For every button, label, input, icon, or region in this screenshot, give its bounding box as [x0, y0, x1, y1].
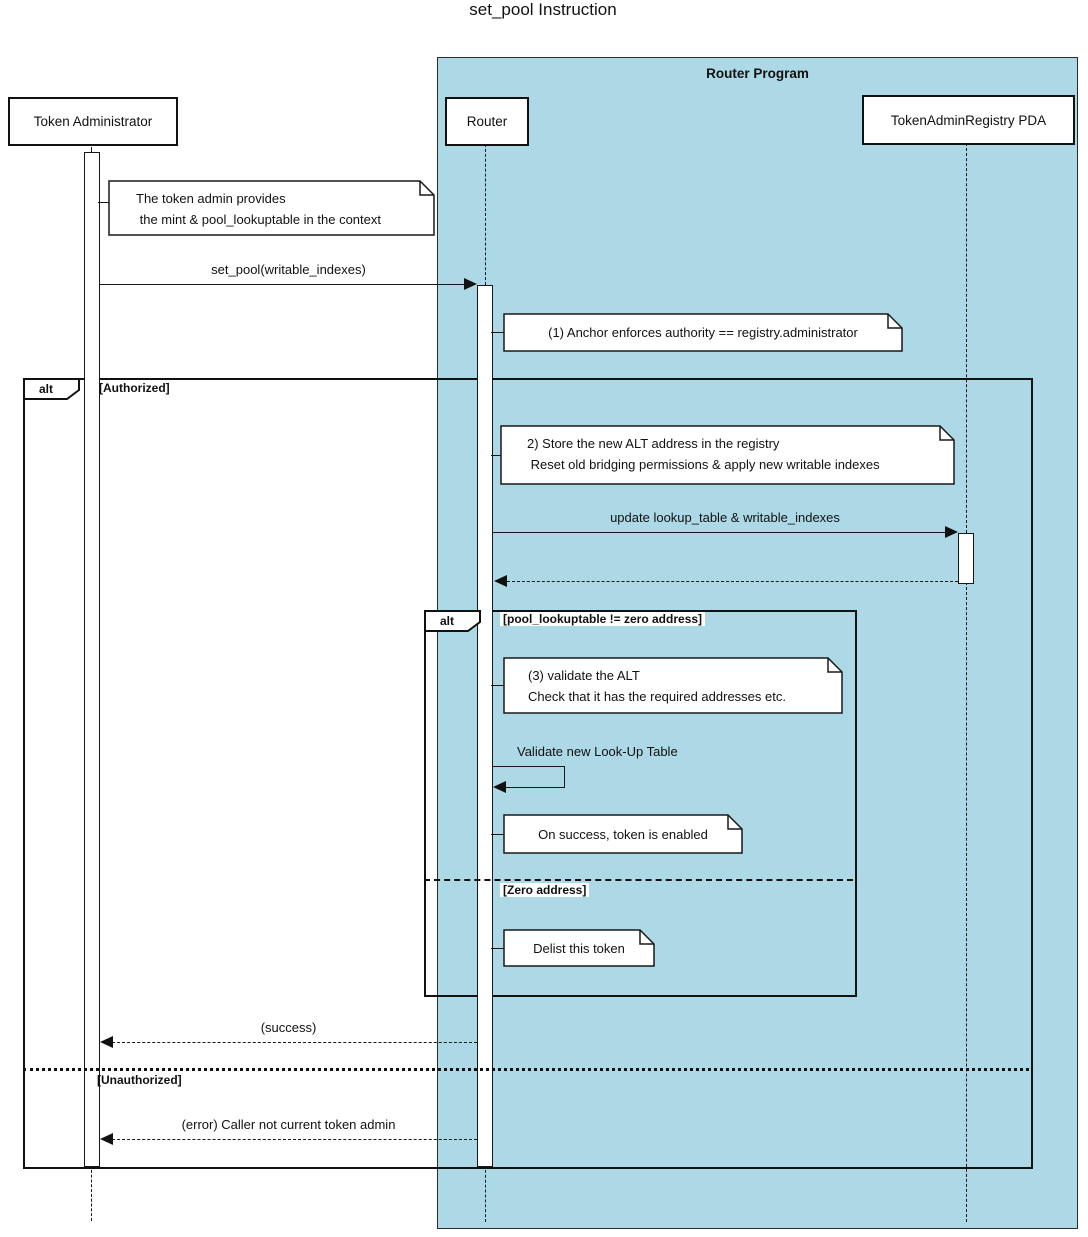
- participant-token-admin-registry-pda: [862, 95, 1075, 145]
- note-context: [108, 180, 435, 236]
- note-context-line2: the mint & pool_lookuptable in the context: [136, 212, 381, 227]
- message-update-lookup-arrowhead: [945, 526, 958, 538]
- token-admin-lifeline-bottom: [91, 1165, 92, 1221]
- note-store-line2: Reset old bridging permissions & apply new writable indexes: [527, 457, 880, 472]
- note-validate-line1: (3) validate the ALT: [528, 668, 640, 683]
- participant-router: [445, 97, 529, 146]
- message-validate-lut-line-side: [564, 766, 565, 787]
- message-success-line: [112, 1042, 477, 1043]
- guard-authorized: [Authorized]: [99, 381, 170, 395]
- note-delist-token: [503, 929, 655, 967]
- note-validate-alt: [503, 657, 843, 714]
- note-delist-text: Delist this token: [533, 940, 625, 956]
- message-error-line: [112, 1139, 477, 1140]
- router-lifeline-bottom: [485, 1165, 486, 1222]
- note-on-success-text: On success, token is enabled: [538, 826, 708, 842]
- message-pda-return-line: [507, 581, 958, 582]
- note-store-alt: [500, 425, 955, 485]
- message-success-arrowhead: [100, 1036, 113, 1048]
- router-activation: [477, 285, 493, 1167]
- router-program-label: Router Program: [706, 66, 809, 81]
- note-validate-line2: Check that it has the required addresses etc.: [528, 689, 786, 704]
- participant-router-label: Router: [466, 114, 508, 129]
- note-on-success: [503, 814, 743, 854]
- registry-pda-activation: [958, 533, 974, 584]
- message-set-pool-arrowhead: [464, 278, 477, 290]
- note-anchor-text: (1) Anchor enforces authority == registry.administrator: [548, 325, 858, 340]
- note-anchor-enforces: [503, 313, 903, 352]
- note-context-line1: The token admin provides: [136, 191, 286, 206]
- alt-frame-outer-keyword: alt: [38, 382, 53, 396]
- message-error-arrowhead: [100, 1133, 113, 1145]
- guard-pool-lookuptable-nonzero: [pool_lookuptable != zero address]: [500, 612, 705, 626]
- message-validate-lut-arrowhead: [493, 781, 506, 793]
- token-admin-activation: [84, 152, 100, 1167]
- message-update-lookup-line: [492, 532, 946, 533]
- guard-unauthorized: [Unauthorized]: [97, 1073, 182, 1087]
- guard-zero-address: [Zero address]: [500, 883, 589, 897]
- message-error-label: (error) Caller not current token admin: [181, 1117, 396, 1132]
- message-validate-lut-line-top: [492, 766, 565, 767]
- participant-token-admin-registry-pda-label: TokenAdminRegistry PDA: [890, 112, 1047, 128]
- message-validate-lut-line-bottom: [506, 787, 565, 788]
- message-validate-lut-label: Validate new Look-Up Table: [517, 744, 678, 759]
- note-store-line1: 2) Store the new ALT address in the registry: [527, 436, 780, 451]
- message-pda-return-arrowhead: [494, 575, 507, 587]
- message-update-lookup-label: update lookup_table & writable_indexes: [610, 510, 840, 525]
- participant-token-administrator: [8, 97, 178, 146]
- alt-frame-inner-keyword: alt: [439, 614, 454, 628]
- alt-inner-divider: [424, 879, 853, 881]
- message-set-pool-line: [100, 284, 465, 285]
- participant-token-administrator-label: Token Administrator: [33, 114, 153, 129]
- router-lifeline: [485, 144, 486, 285]
- diagram-title: set_pool Instruction: [469, 0, 617, 19]
- message-set-pool-label: set_pool(writable_indexes): [211, 262, 366, 277]
- alt-outer-divider: [23, 1068, 1029, 1071]
- message-success-label: (success): [260, 1020, 317, 1035]
